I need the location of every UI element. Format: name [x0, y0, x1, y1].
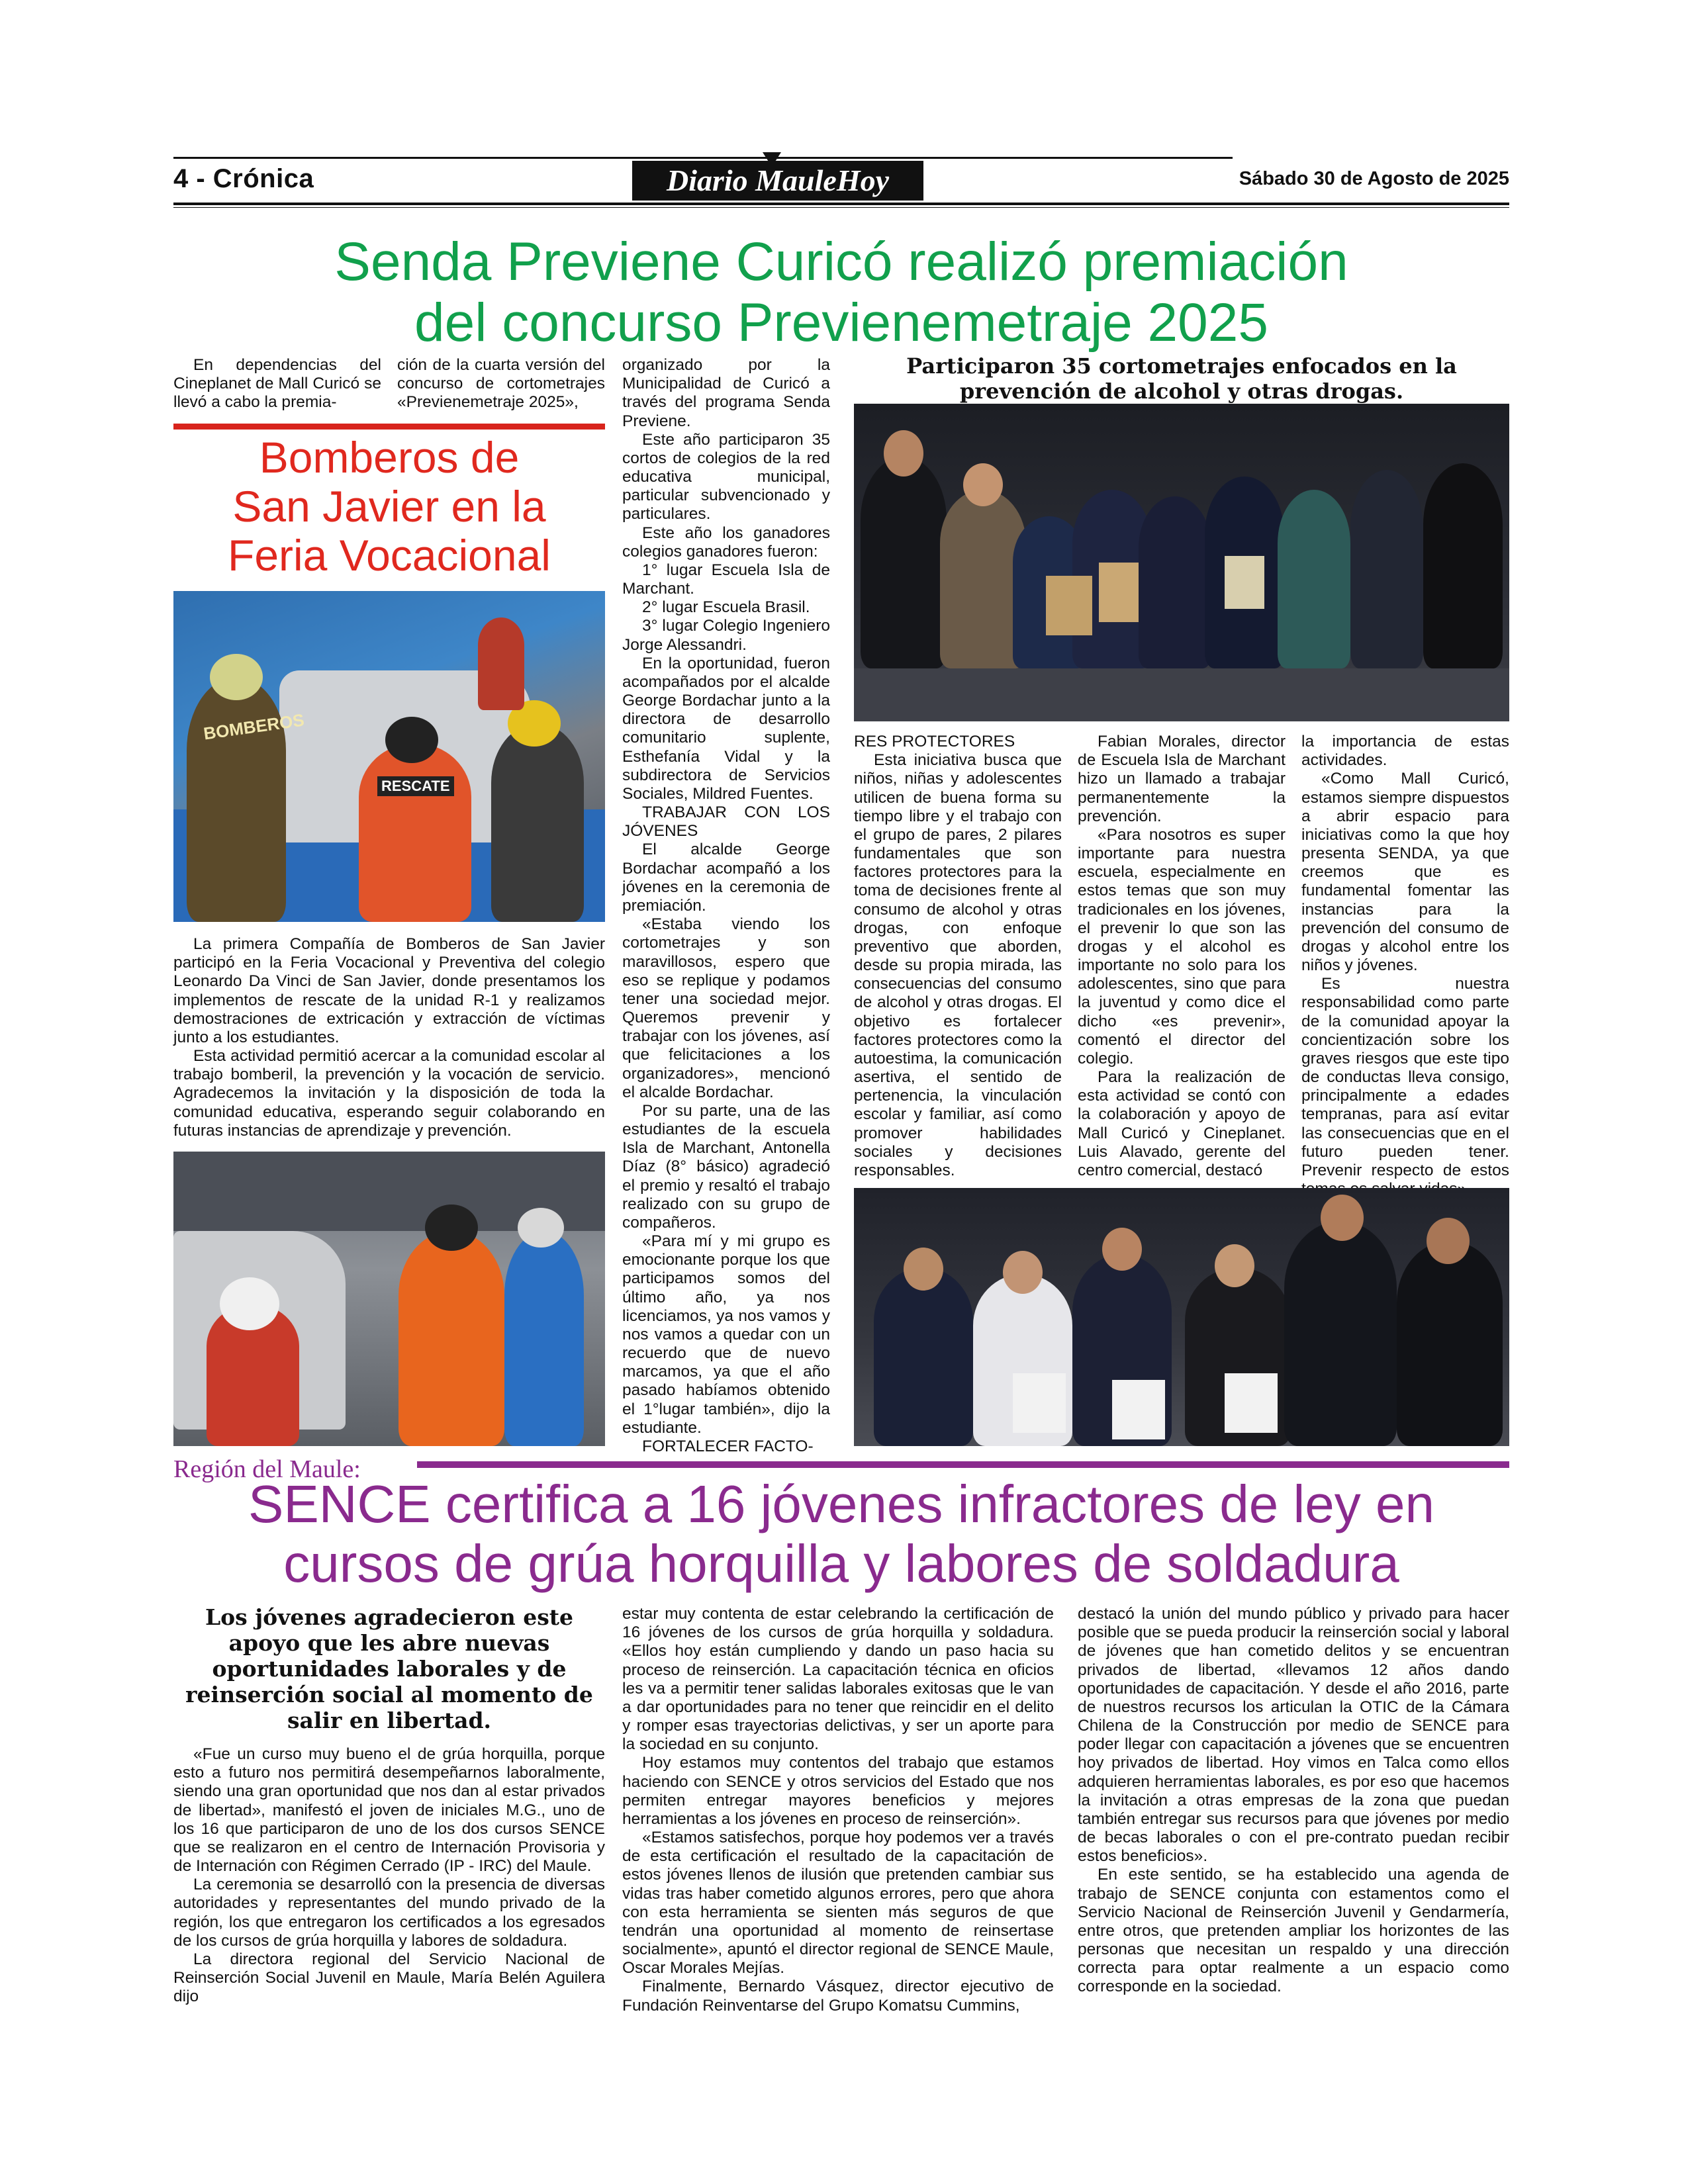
bomberos-rule	[173, 424, 605, 430]
photo-helmet-2	[385, 717, 438, 763]
masthead-logo: Diario MauleHoy	[632, 161, 923, 201]
photo-gift-bag-4	[1013, 1373, 1066, 1433]
photo-text-rescate: RESCATE	[377, 776, 454, 796]
senda-headline: Senda Previene Curicó realizó premiación del concurso Previenemetraje 2025	[334, 232, 1348, 353]
photo-face-1	[884, 430, 923, 477]
section-label: 4 - Crónica	[173, 164, 314, 193]
photo-student-face-1	[904, 1248, 943, 1291]
bomberos-photo-demo	[173, 1152, 605, 1446]
sence-kicker: Región del Maule:	[173, 1455, 361, 1483]
senda-col5: Fabian Morales, director de Escuela Isla de Marchant hizo un llamado a trabajar permanentemente la prevención. «Para nosotros es super importante para nuestra escuela, especialmente en estos temas que son muy tradicionales en los jóvenes, el prevenir lo que son las drogas y el alcohol es importante no solo para los adolescentes, sino que para la juventud y como dice el dicho «es prevenir», comentó el director del colegio. Para la realización de esta actividad se contó con la colaboración y apoyo de Mall Curicó y Cineplanet. Luis Alavado, gerente del centro comercial, destacó	[1078, 733, 1286, 1179]
bomberos-headline: Bomberos de San Javier en la Feria Vocacional	[228, 433, 551, 580]
senda-deck: Participaron 35 cortometrajes enfocados en la prevención de alcohol y otras drogas.	[906, 353, 1457, 404]
photo-adult-face-1	[1321, 1195, 1364, 1241]
sence-col2: estar muy contenta de estar celebrando la certificación de 16 jóvenes de los cursos de grúa horquilla y soldadura. «Ellos hoy están cumpliendo y dando un paso hacia su proceso de reinserción. La capacitación técnica en oficios les va a permitir tener salidas laborales exitosas que le van a dar oportunidades para no tener que reincidir en el delito y romper esas trayectorias delictivas, y ser un aporte para la sociedad en su conjunto. Hoy estamos muy contentos del trabajo que estamos haciendo con SENCE y otros servicios del Estado que nos permiten entregar mayores beneficios y mejores herramientas a los jóvenes en proceso de reinserción». «Estamos satisfechos, porque hoy podemos ver a través de esta certificación el resultado de la capacitación de estos jóvenes llenos de ilusión que pretenden cambiar sus vidas tras haber cometido algunos errores, pero que ahora con esta herramienta se sienten más seguros de que tendrán una oportunidad al momento de reinsertase socialmente», apuntó el director regional de SENCE Maule, Oscar Morales Mejías. Finalmente, Bernardo Vásquez, director ejecutivo de Fundación Reinventarse del Grupo Komatsu Cummins,	[622, 1605, 1054, 2015]
header-top-rule	[173, 157, 1233, 159]
header-bottom-rule-thin	[173, 207, 1509, 208]
senda-col4: RES PROTECTORES Esta iniciativa busca que niños, niñas y adolescentes utilicen de buena forma su tiempo libre y el trabajo con el grupo de pares, 2 pilares fundamentales que son factores protectores para la toma de decisiones frente al consumo de alcohol y otras drogas, con enfoque preventivo que aborden, desde su propia mirada, las consecuencias del consumo de alcohol y otras drogas. El objetivo es fortalecer factores protectores como la autoestima, la comunicación asertiva, el sentido de pertenencia, la vinculación escolar y familiar, así como promover habilidades sociales y decisiones responsables.	[854, 733, 1062, 1179]
photo-student-1	[874, 1267, 973, 1446]
photo-student-face-4	[1215, 1244, 1254, 1287]
photo-student-face-3	[1102, 1228, 1142, 1271]
photo-gift-bag-1	[1046, 576, 1092, 635]
senda-intro-col2: ción de la cuarta versión del concurso de cortometrajes «Previenemetraje 2025»,	[397, 356, 605, 412]
bomberos-photo-extrication	[173, 591, 605, 922]
photo-helmet-6	[518, 1208, 564, 1248]
bomberos-body: La primera Compañía de Bomberos de San Javier participó en la Feria Vocacional y Preventiva del colegio Leonardo Da Vinci de San Javier, donde presentamos los implementos de rescate de la unidad R-1 y realizamos demostraciones de extricación y extracción de víctimas junto a los estudiantes. Esta actividad permitió acercar a la comunidad escolar al trabajo bomberil, la prevención y la vocación de servicio. Agradecemos la invitación y la disposición de toda la comunidad educativa, esperando seguir colaborando en futuras instancias de aprendizaje y prevención.	[173, 935, 605, 1140]
photo-face-2	[963, 463, 1003, 506]
photo-helmet-5	[425, 1205, 478, 1251]
photo-adult-2	[1397, 1241, 1503, 1446]
sence-rule	[417, 1461, 1509, 1468]
photo-gift-bag-3	[1225, 556, 1264, 609]
photo-adult-face-2	[1427, 1218, 1470, 1264]
photo-stage-floor	[854, 668, 1509, 721]
photo-text-bomberos: BOMBEROS	[202, 709, 306, 744]
photo-person-8	[1350, 470, 1423, 668]
header-bottom-rule	[173, 203, 1509, 205]
photo-background-person	[478, 617, 524, 710]
photo-gift-bag-6	[1225, 1373, 1278, 1433]
issue-date: Sábado 30 de Agosto de 2025	[1239, 168, 1509, 189]
sence-deck: Los jóvenes agradecieron este apoyo que les abre nuevas oportunidades laborales y de reinserción social al momento de salir en libertad.	[185, 1604, 593, 1733]
photo-helmet	[210, 654, 263, 700]
senda-photo-group	[854, 1188, 1509, 1446]
senda-intro-col1: En dependencias del Cineplanet de Mall Curicó se llevó a cabo la premia-	[173, 356, 381, 412]
photo-person-1	[861, 457, 947, 668]
sence-headline: SENCE certifica a 16 jóvenes infractores de ley en cursos de grúa horquilla y labores de soldadura	[248, 1475, 1434, 1593]
photo-gift-bag-5	[1112, 1380, 1165, 1439]
sence-col3: destacó la unión del mundo público y privado para hacer posible que se pueda producir la reinserción social y laboral de jóvenes que han cometido delitos y se encuentran privados de libertad, «llevamos 12 años dando oportunidades de capacitación. Y desde el año 2016, parte de nuestros recursos los articulan la OTIC de la Cámara Chilena de la Construcción por medio de SENCE para poder llegar con capacitación a jóvenes que se encuentren hoy privados de libertad. Hoy vimos en Talca como ellos adquieren herramientas laborales, es por eso que hacemos la invitación a otras empresas de la zona que puedan también entregar sus recursos para que jóvenes por medio de becas laborales o con el pre-contrato puedan recibir estos beneficios». En este sentido, se ha establecido una agenda de trabajo de SENCE conjunta con estamentos como el Servicio Nacional de Reinserción Juvenil y Gendarmería, entre otros, que pretenden ampliar los horizontes de las personas que necesitan un respaldo y una dirección correcta para optar realmente a un espacio como corresponde en la sociedad.	[1078, 1605, 1509, 1996]
photo-firefighter-3	[491, 723, 584, 922]
photo-rescuer	[359, 743, 471, 922]
photo-person-9	[1423, 463, 1503, 668]
photo-helmet-4	[220, 1277, 279, 1330]
senda-col6: la importancia de estas actividades. «Como Mall Curicó, estamos siempre dispuestos a abrir espacio para iniciativas como la que hoy presenta SENDA, ya que creemos que es fundamental fomentar las instancias para la prevención del consumo de drogas y alcohol entre los niños y jóvenes. Es nuestra responsabilidad como parte de la comunidad apoyar la concientización sobre los graves riesgos que este tipo de conductas lleva consigo, principalmente a edades tempranas, para así evitar las consecuencias que en el futuro pueden tener. Prevenir respecto de estos	[1301, 733, 1509, 1179]
photo-adult-1	[1284, 1221, 1397, 1446]
sence-col1: «Fue un curso muy bueno el de grúa horquilla, porque esto a futuro nos permitirá desempeñarnos laboralmente, siendo una gran oportunidad que nos dan al estar privados de libertad», manifestó el joven de iniciales M.G., uno de los 16 que participaron de uno de los dos cursos SENCE que se realizaron en el centro de Internación Provisoria y de Internación con Régimen Cerrado (IP - IRC) del Maule. La ceremonia se desarrolló con la presencia de diversas autoridades y representantes del mundo privado de la región, los que entregaron los certificados a los egresados de los cursos de grúa horquilla y labores de soldadura. La directora regional del Servicio Nacional de Reinserción Social Juvenil en Maule, María Belén Aguilera dijo	[173, 1745, 605, 2006]
photo-rescuer-3	[399, 1231, 504, 1446]
senda-col3: organizado por la Municipalidad de Curicó a través del programa Senda Previene. Este año participaron 35 cortos de colegios de la red educativa municipal, particular subvencionado y particulares. Este año los ganadores colegios ganadores fueron: 1° lugar Escuela Isla de Marchant. 2° lugar Escuela Brasil. 3° lugar Colegio Ingeniero Jorge Alessandri. En la oportunidad, fueron acompañados por el alcalde George Bordachar junto a la directora de desarrollo comunitario suplente, Esthefanía Vidal y la subdirectora de Servicios Sociales, Mildred Fuentes. TRABAJAR CON LOS JÓVENES El alcalde George Bordachar acompañó a los jóvenes en la ceremonia de premiación. «Estaba viendo los cortometrajes y son maravillosos, espero que eso se replique y podamos tener una sociedad mejor. Queremos prevenir y trabajar con los jóvenes, así que felicitaciones a los organizadores», mencionó el alcalde Bordachar. Por su parte, una de las estudiantes de la escuela Isla de Marchant, Antonella Díaz (8° básico) agradeció el premio y resaltó el trabajo realizado con su grupo de compañeros. «Para mí y mi grupo es emocionante porque los que participamos somos del último año, ya nos licenciamos, ya nos vamos y nos vamos a quedar con un recuerdo que de nuevo marcamos, ya que el año pasado habíamos obtenido el 1°lugar también», dijo la estudiante. FORTALECER FACTO-	[622, 356, 830, 1455]
senda-photo-winners	[854, 404, 1509, 721]
photo-student-face-2	[1003, 1251, 1043, 1294]
photo-person-5	[1139, 496, 1211, 668]
photo-person-7	[1278, 490, 1350, 668]
photo-student	[504, 1231, 584, 1446]
